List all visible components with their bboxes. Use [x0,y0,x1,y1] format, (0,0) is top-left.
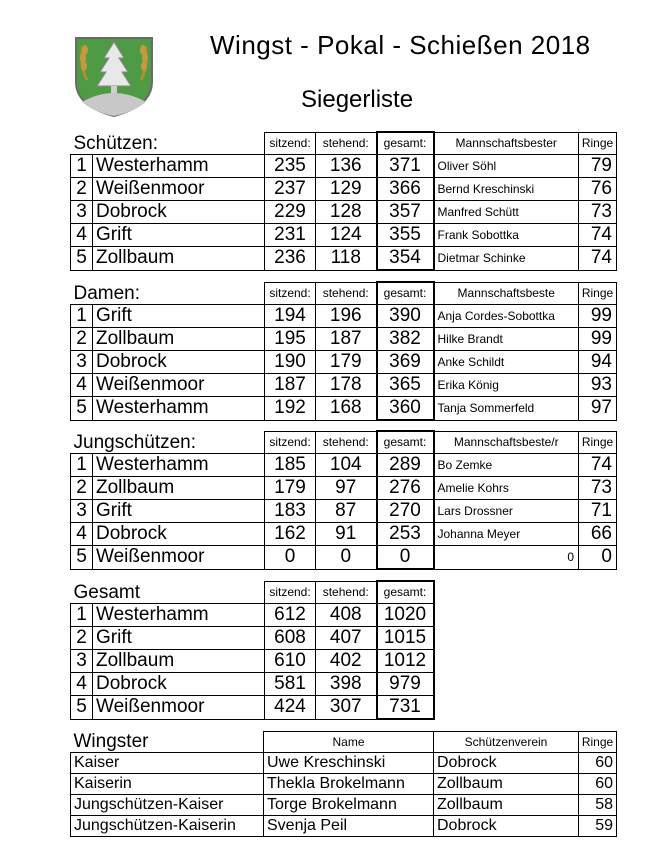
rings-cell: 79 [579,155,617,178]
rings-cell: 73 [579,477,617,500]
col-total: gesamt: [377,282,434,305]
rank-cell: 1 [71,155,93,178]
best-cell: Erika König [434,374,579,397]
rank-cell: 5 [71,546,93,570]
sitting-cell: 179 [265,477,316,500]
table-header [71,431,617,454]
sitting-cell: 183 [265,500,316,523]
best-cell: Frank Sobottka [434,224,579,247]
team-cell: Grift [93,500,265,523]
rank-cell: 4 [71,374,93,397]
col-name: Name [264,732,434,753]
standing-cell: 136 [316,155,377,178]
rings-cell: 99 [579,305,617,328]
total-cell: 354 [377,247,434,271]
team-cell: Zollbaum [93,247,265,271]
rank-cell: 3 [71,650,93,673]
sitting-cell: 236 [265,247,316,271]
total-cell: 366 [377,178,434,201]
team-cell: Dobrock [93,201,265,224]
col-rings: Ringe [579,732,617,753]
rings-cell: 93 [579,374,617,397]
page-subtitle: Siegerliste [301,86,414,113]
table-row [71,224,617,247]
rings-cell: 74 [579,247,617,271]
standing-cell: 398 [316,673,377,696]
table-row [71,305,617,328]
col-rings: Ringe [579,431,617,454]
total-cell: 382 [377,328,434,351]
standing-cell: 179 [316,351,377,374]
table-row [71,753,617,774]
best-cell: Anke Schildt [434,351,579,374]
col-total: gesamt: [377,431,434,454]
sitting-cell: 195 [265,328,316,351]
team-cell: Zollbaum [93,328,265,351]
best-cell: Dietmar Schinke [434,247,579,271]
club-cell: Zollbaum [434,795,579,816]
crest-icon [74,36,154,118]
results-table-jungschuetzen [70,430,617,570]
total-cell: 1015 [377,627,434,650]
col-best: Mannschaftsbeste [434,282,579,305]
col-standing: stehend: [316,282,377,305]
team-cell: Westerhamm [93,397,265,421]
team-cell: Grift [93,305,265,328]
table-row [71,795,617,816]
best-cell: Amelie Kohrs [434,477,579,500]
name-cell: Svenja Peil [264,816,434,837]
col-total: gesamt: [377,581,434,604]
rank-cell: 3 [71,351,93,374]
team-cell: Weißenmoor [93,374,265,397]
best-cell: Bernd Kreschinski [434,178,579,201]
rings-cell: 60 [579,753,617,774]
team-cell: Westerhamm [93,454,265,477]
standing-cell: 124 [316,224,377,247]
sitting-cell: 608 [265,627,316,650]
standing-cell: 87 [316,500,377,523]
table-row [71,155,617,178]
sitting-cell: 192 [265,397,316,421]
table-row [71,178,617,201]
team-cell: Zollbaum [93,477,265,500]
standing-cell: 91 [316,523,377,546]
rank-cell: 3 [71,201,93,224]
sitting-cell: 581 [265,673,316,696]
team-cell: Dobrock [93,673,265,696]
total-cell: 979 [377,673,434,696]
rings-cell: 74 [579,224,617,247]
total-cell: 253 [377,523,434,546]
best-cell: Hilke Brandt [434,328,579,351]
rings-cell: 99 [579,328,617,351]
total-cell: 355 [377,224,434,247]
table-header [71,132,617,155]
rank-cell: 2 [71,477,93,500]
sitting-cell: 162 [265,523,316,546]
standing-cell: 128 [316,201,377,224]
standing-cell: 0 [316,546,377,570]
rings-cell: 97 [579,397,617,421]
table-header [71,732,617,753]
rank-cell: 1 [71,604,93,627]
best-cell: Lars Drossner [434,500,579,523]
club-cell: Dobrock [434,816,579,837]
team-cell: Dobrock [93,351,265,374]
rank-cell: 2 [71,328,93,351]
rings-cell: 73 [579,201,617,224]
section-label: Jungschützen: [71,431,265,454]
standing-cell: 408 [316,604,377,627]
rings-cell: 59 [579,816,617,837]
table-row [71,328,617,351]
rings-cell: 58 [579,795,617,816]
standing-cell: 129 [316,178,377,201]
wingster-table [70,731,617,837]
table-row [71,627,434,650]
table-row [71,673,434,696]
sitting-cell: 194 [265,305,316,328]
name-cell: Torge Brokelmann [264,795,434,816]
standing-cell: 402 [316,650,377,673]
standing-cell: 187 [316,328,377,351]
col-sitting: sitzend: [265,132,316,155]
best-cell: Johanna Meyer [434,523,579,546]
total-cell: 0 [377,546,434,570]
results-table-damen [70,281,617,421]
table-row [71,774,617,795]
total-cell: 371 [377,155,434,178]
table-row [71,696,434,720]
sitting-cell: 610 [265,650,316,673]
best-cell: 0 [434,546,579,570]
rings-cell: 74 [579,454,617,477]
table-row [71,523,617,546]
team-cell: Westerhamm [93,604,265,627]
rings-cell: 0 [579,546,617,570]
section-label: Schützen: [71,132,265,155]
rank-cell: 5 [71,397,93,421]
sitting-cell: 229 [265,201,316,224]
sitting-cell: 424 [265,696,316,720]
standing-cell: 97 [316,477,377,500]
title-cell: Kaiser [71,753,264,774]
col-rings: Ringe [579,132,617,155]
sitting-cell: 0 [265,546,316,570]
club-cell: Dobrock [434,753,579,774]
section-label: Wingster [71,732,264,753]
club-cell: Zollbaum [434,774,579,795]
rings-cell: 66 [579,523,617,546]
best-cell: Tanja Sommerfeld [434,397,579,421]
rank-cell: 1 [71,454,93,477]
rank-cell: 4 [71,224,93,247]
sitting-cell: 185 [265,454,316,477]
table-header [71,581,434,604]
total-cell: 357 [377,201,434,224]
rank-cell: 5 [71,696,93,720]
table-header [71,282,617,305]
best-cell: Manfred Schütt [434,201,579,224]
total-cell: 1020 [377,604,434,627]
table-row [71,247,617,271]
table-row [71,454,617,477]
best-cell: Oliver Söhl [434,155,579,178]
standing-cell: 168 [316,397,377,421]
title-cell: Jungschützen-Kaiserin [71,816,264,837]
standing-cell: 196 [316,305,377,328]
rank-cell: 1 [71,305,93,328]
col-sitting: sitzend: [265,431,316,454]
table-row [71,397,617,421]
col-best: Mannschaftsbester [434,132,579,155]
standing-cell: 407 [316,627,377,650]
total-cell: 276 [377,477,434,500]
table-row [71,201,617,224]
sitting-cell: 612 [265,604,316,627]
total-cell: 270 [377,500,434,523]
standing-cell: 307 [316,696,377,720]
standing-cell: 178 [316,374,377,397]
total-cell: 365 [377,374,434,397]
col-standing: stehend: [316,132,377,155]
section-label: Damen: [71,282,265,305]
team-cell: Grift [93,224,265,247]
team-cell: Dobrock [93,523,265,546]
team-cell: Weißenmoor [93,696,265,720]
total-cell: 360 [377,397,434,421]
sitting-cell: 190 [265,351,316,374]
total-cell: 369 [377,351,434,374]
table-row [71,816,617,837]
standing-cell: 104 [316,454,377,477]
rank-cell: 4 [71,673,93,696]
sitting-cell: 235 [265,155,316,178]
col-rings: Ringe [579,282,617,305]
rank-cell: 3 [71,500,93,523]
rank-cell: 5 [71,247,93,271]
sitting-cell: 231 [265,224,316,247]
total-cell: 1012 [377,650,434,673]
title-cell: Kaiserin [71,774,264,795]
sitting-cell: 187 [265,374,316,397]
col-best: Mannschaftsbeste/r [434,431,579,454]
name-cell: Thekla Brokelmann [264,774,434,795]
rank-cell: 2 [71,627,93,650]
col-sitting: sitzend: [265,282,316,305]
standing-cell: 118 [316,247,377,271]
rank-cell: 2 [71,178,93,201]
col-total: gesamt: [377,132,434,155]
team-cell: Westerhamm [93,155,265,178]
team-cell: Weißenmoor [93,546,265,570]
team-cell: Weißenmoor [93,178,265,201]
best-cell: Anja Cordes-Sobottka [434,305,579,328]
rank-cell: 4 [71,523,93,546]
team-cell: Grift [93,627,265,650]
table-row [71,650,434,673]
table-row [71,500,617,523]
sitting-cell: 237 [265,178,316,201]
results-table-schuetzen [70,131,617,271]
table-row [71,374,617,397]
col-sitting: sitzend: [265,581,316,604]
rings-cell: 60 [579,774,617,795]
rings-cell: 71 [579,500,617,523]
total-cell: 289 [377,454,434,477]
page-title: Wingst - Pokal - Schießen 2018 [210,30,591,60]
col-club: Schützenverein [434,732,579,753]
results-table-gesamt [70,580,435,720]
section-label: Gesamt [71,581,265,604]
best-cell: Bo Zemke [434,454,579,477]
total-cell: 731 [377,696,434,720]
table-row [71,604,434,627]
name-cell: Uwe Kreschinski [264,753,434,774]
rings-cell: 76 [579,178,617,201]
table-row [71,351,617,374]
table-row [71,546,617,570]
team-cell: Zollbaum [93,650,265,673]
col-standing: stehend: [316,431,377,454]
total-cell: 390 [377,305,434,328]
col-standing: stehend: [316,581,377,604]
table-row [71,477,617,500]
title-cell: Jungschützen-Kaiser [71,795,264,816]
rings-cell: 94 [579,351,617,374]
